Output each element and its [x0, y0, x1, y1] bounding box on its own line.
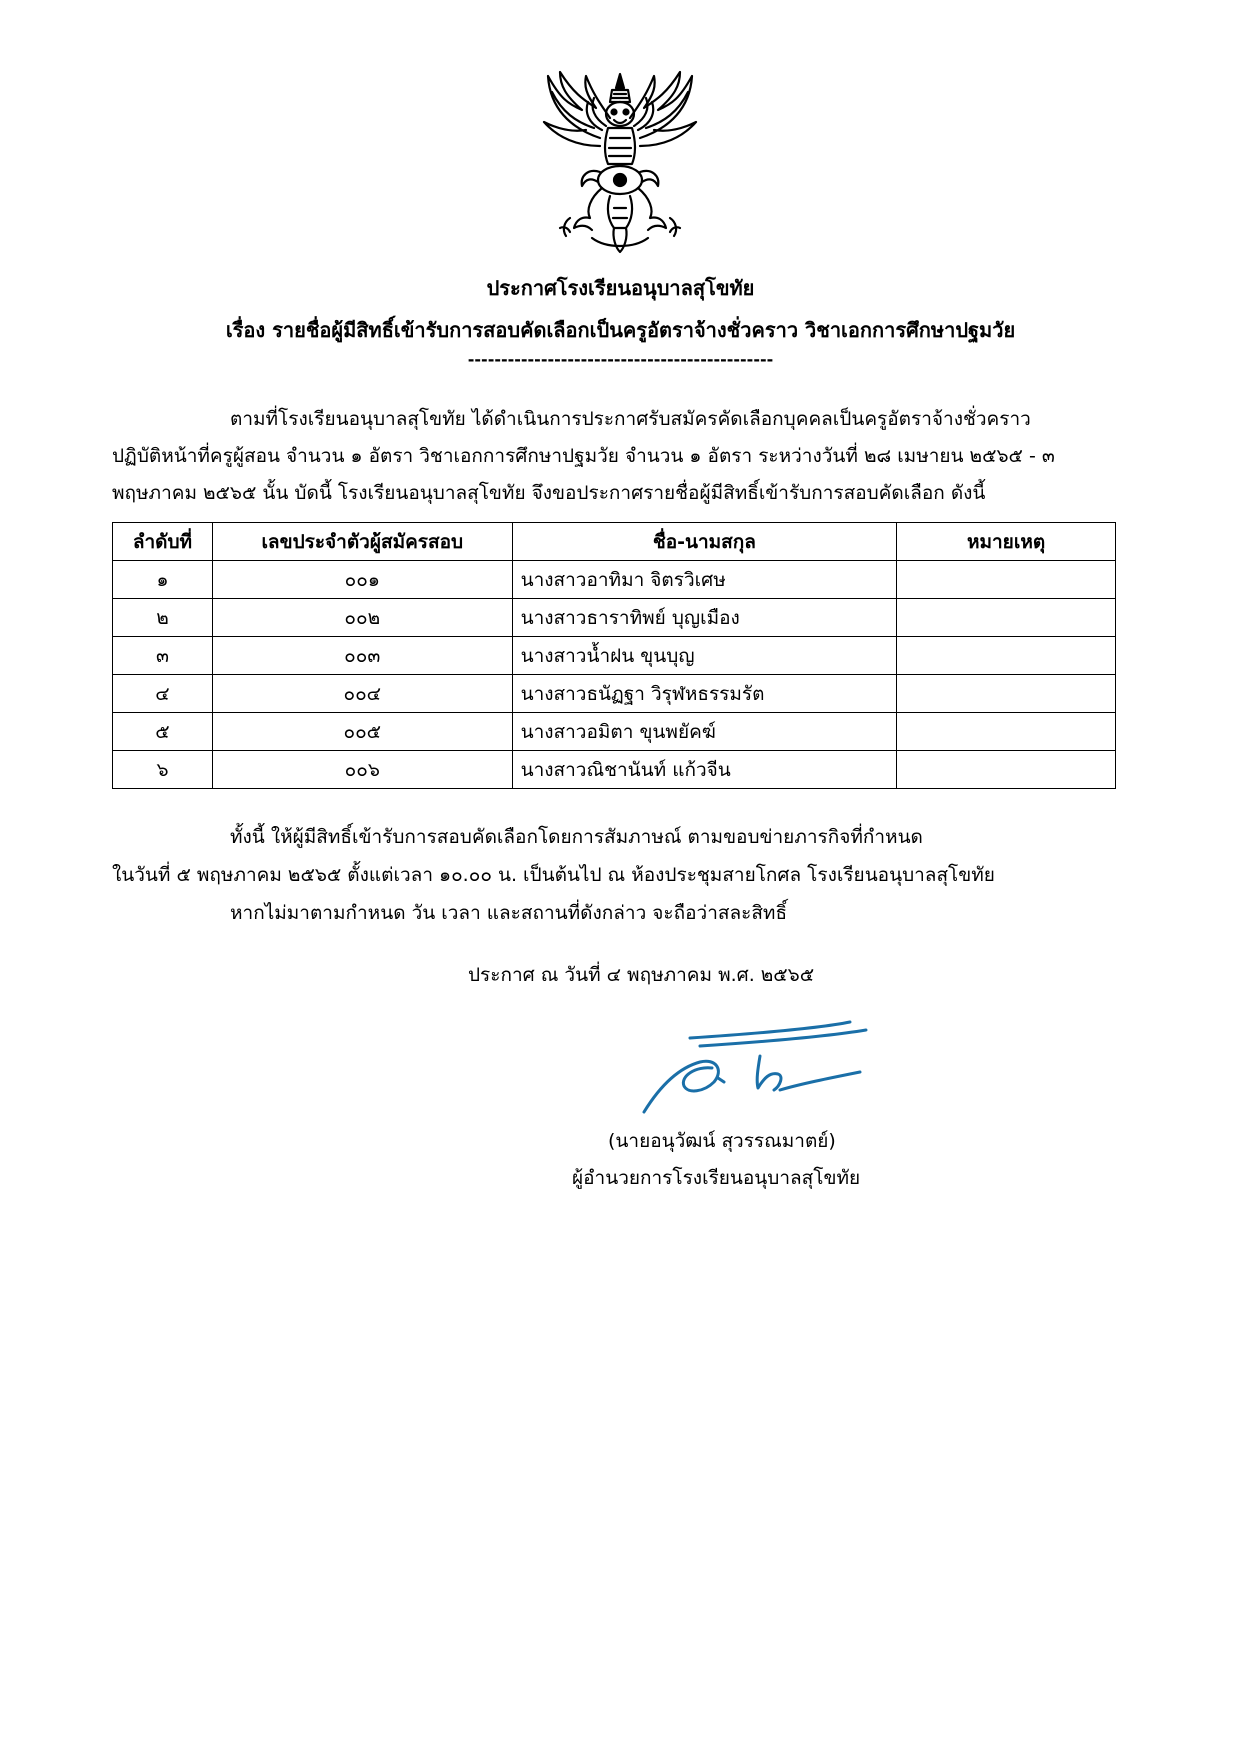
cell-remark — [897, 599, 1116, 637]
col-header-applicant-id: เลขประจำตัวผู้สมัครสอบ — [212, 523, 512, 561]
announce-date: ประกาศ ณ วันที่ ๔ พฤษภาคม พ.ศ. ๒๕๖๕ — [468, 964, 815, 986]
cell-applicant-id: ๐๐๖ — [212, 751, 512, 789]
cell-full-name: นางสาวณิชานันท์ แก้วจีน — [512, 751, 897, 789]
announcement-subject: เรื่อง รายชื่อผู้มีสิทธิ์เข้ารับการสอบคัดเลือกเป็นครูอัตราจ้างชั่วคราว วิชาเอกการศึกษาปฐมวัย — [225, 318, 1016, 342]
table-row — [113, 561, 1116, 599]
intro-line-2: ปฏิบัติหน้าที่ครูผู้สอน จำนวน ๑ อัตรา วิชาเอกการศึกษาปฐมวัย จำนวน ๑ อัตรา ระหว่างวันที่ ๒๘ เมษายน ๒๕๖๕ - ๓ — [112, 445, 1055, 467]
intro-line-3: พฤษภาคม ๒๕๖๕ นั้น บัดนี้ โรงเรียนอนุบาลสุโขทัย จึงขอประกาศรายชื่อผู้มีสิทธิ์เข้ารับการสอบคัดเลือก ดังนี้ — [112, 482, 986, 504]
cell-remark — [897, 713, 1116, 751]
table-row — [113, 751, 1116, 789]
cell-applicant-id: ๐๐๓ — [212, 637, 512, 675]
body-line-2: ในวันที่ ๕ พฤษภาคม ๒๕๖๕ ตั้งแต่เวลา ๑๐.๐๐ น. เป็นต้นไป ณ ห้องประชุมสายโกศล โรงเรียนอนุบาลสุโขทัย — [112, 864, 995, 886]
cell-full-name: นางสาวน้ำฝน ขุนบุญ — [512, 637, 897, 675]
candidate-table — [112, 522, 1116, 789]
cell-full-name: นางสาวธาราทิพย์ บุญเมือง — [512, 599, 897, 637]
cell-order: ๒ — [113, 599, 213, 637]
cell-order: ๑ — [113, 561, 213, 599]
table-row — [113, 637, 1116, 675]
table-header-row — [113, 523, 1116, 561]
table-row — [113, 675, 1116, 713]
cell-order: ๕ — [113, 713, 213, 751]
cell-remark — [897, 675, 1116, 713]
col-header-order: ลำดับที่ — [113, 523, 213, 561]
cell-full-name: นางสาวอมิตา ขุนพยัคฆ์ — [512, 713, 897, 751]
cell-applicant-id: ๐๐๑ — [212, 561, 512, 599]
cell-remark — [897, 637, 1116, 675]
signer-name: (นายอนุวัฒน์ สุวรรณมาตย์) — [608, 1130, 836, 1152]
cell-order: ๔ — [113, 675, 213, 713]
intro-line-1: ตามที่โรงเรียนอนุบาลสุโขทัย ได้ดำเนินการประกาศรับสมัครคัดเลือกบุคคลเป็นครูอัตราจ้างชั่วคราว — [230, 408, 1031, 430]
cell-applicant-id: ๐๐๕ — [212, 713, 512, 751]
col-header-remark: หมายเหตุ — [897, 523, 1116, 561]
cell-remark — [897, 561, 1116, 599]
col-header-full-name: ชื่อ-นามสกุล — [512, 523, 897, 561]
cell-applicant-id: ๐๐๔ — [212, 675, 512, 713]
cell-remark — [897, 751, 1116, 789]
body-line-1: ทั้งนี้ ให้ผู้มีสิทธิ์เข้ารับการสอบคัดเลือกโดยการสัมภาษณ์ ตามขอบข่ายภารกิจที่กำหนด — [230, 826, 923, 848]
cell-order: ๖ — [113, 751, 213, 789]
garuda-emblem-icon — [530, 68, 710, 256]
table-row — [113, 599, 1116, 637]
body-line-3: หากไม่มาตามกำหนด วัน เวลา และสถานที่ดังกล่าว จะถือว่าสละสิทธิ์ — [230, 902, 788, 924]
separator-line: ---------------------------------------------- — [467, 350, 774, 369]
signer-position: ผู้อำนวยการโรงเรียนอนุบาลสุโขทัย — [572, 1167, 861, 1189]
table-row — [113, 713, 1116, 751]
cell-full-name: นางสาวธนัฏฐา วิรุฬหธรรมรัต — [512, 675, 897, 713]
cell-full-name: นางสาวอาทิมา จิตรวิเศษ — [512, 561, 897, 599]
cell-order: ๓ — [113, 637, 213, 675]
announcement-title: ประกาศโรงเรียนอนุบาลสุโขทัย — [486, 276, 755, 300]
cell-applicant-id: ๐๐๒ — [212, 599, 512, 637]
signature-image — [630, 1016, 930, 1126]
